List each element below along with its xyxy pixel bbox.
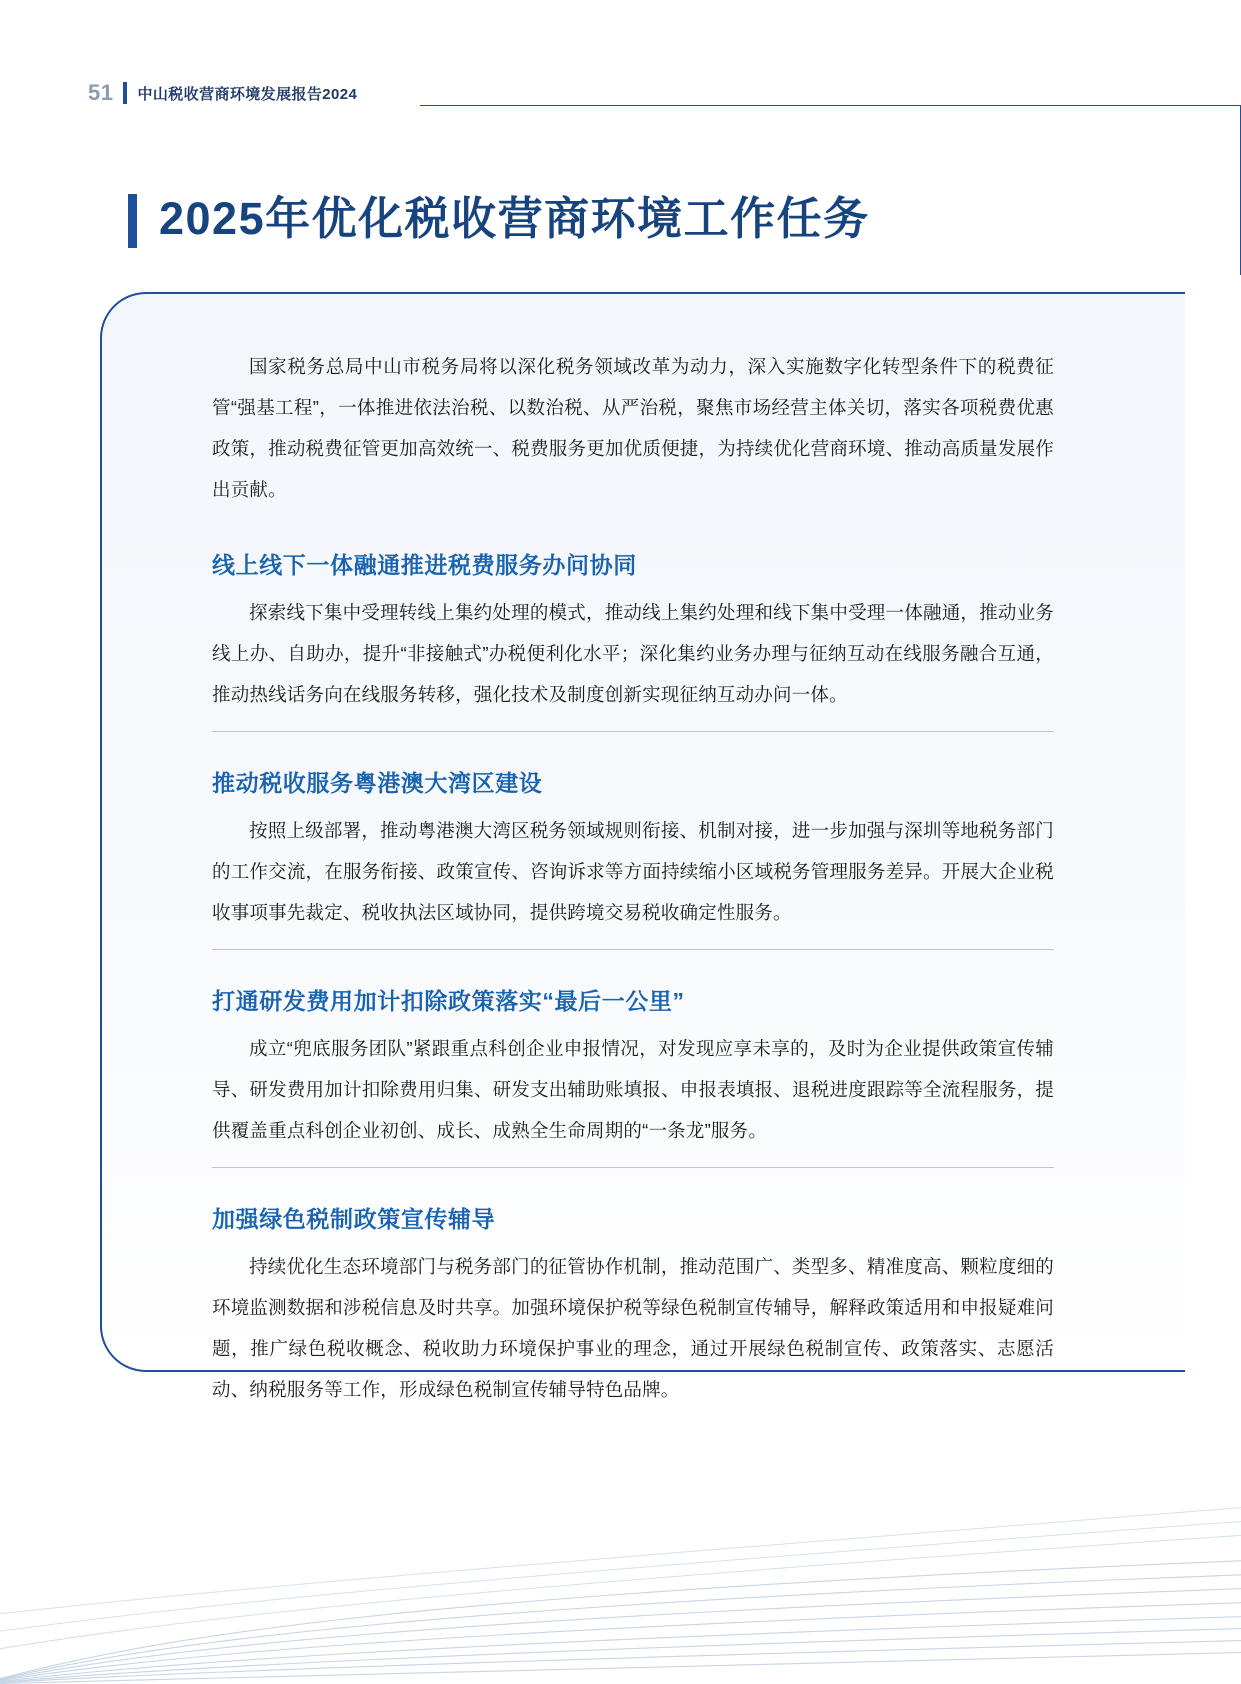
section-4-paragraph: 持续优化生态环境部门与税务部门的征管协作机制，推动范围广、类型多、精准度高、颗粒度细的环境监测数据和涉税信息及时共享。加强环境保护税等绿色税制宣传辅导，解释政策适用和申报疑难问题，推广绿色税收概念、税收助力环境保护事业的理念，通过开展绿色税制宣传、政策落实、志愿活动、纳税服务等工作，形成绿色税制宣传辅导特色品牌。 <box>212 1256 1054 1400</box>
section-2-heading: 推动税收服务粤港澳大湾区建设 <box>212 770 543 796</box>
section-3-paragraph: 成立“兜底服务团队”紧跟重点科创企业申报情况，对发现应享未享的，及时为企业提供政策宣传辅导、研发费用加计扣除费用归集、研发支出辅助账填报、申报表填报、退税进度跟踪等全流程服务，提供覆盖重点科创企业初创、成长、成熟全生命周期的“一条龙”服务。 <box>212 1038 1054 1141</box>
page-title: 2025年优化税收营商环境工作任务 <box>159 193 870 245</box>
section-1-heading: 线上线下一体融通推进税费服务办问协同 <box>212 552 637 578</box>
section-4-heading: 加强绿色税制政策宣传辅导 <box>212 1206 496 1232</box>
page-number: 51 <box>88 80 114 105</box>
chapter-heading <box>128 190 870 248</box>
section-3-heading: 打通研发费用加计扣除政策落实“最后一公里” <box>212 988 685 1014</box>
section-2-paragraph: 按照上级部署，推动粤港澳大湾区税务领域规则衔接、机制对接，进一步加强与深圳等地税务部门的工作交流，在服务衔接、政策宣传、咨询诉求等方面持续缩小区域税务管理服务差异。开展大企业税收事项事先裁定、税收执法区域协同，提供跨境交易税收确定性服务。 <box>212 820 1054 923</box>
section-2 <box>212 766 1054 950</box>
running-head <box>88 80 357 106</box>
running-head-divider <box>123 82 127 104</box>
section-1-paragraph: 探索线下集中受理转线上集约处理的模式，推动线上集约处理和线下集中受理一体融通，推动业务线上办、自助办，提升“非接触式”办税便利化水平；深化集约业务办理与征纳互动在线服务融合互通，推动热线话务向在线服务转移，强化技术及制度创新实现征纳互动办问一体。 <box>212 602 1054 705</box>
content-body <box>212 346 1054 1426</box>
decorative-wave-graphic <box>0 1384 1241 1684</box>
intro-paragraph: 国家税务总局中山市税务局将以深化税务领域改革为动力，深入实施数字化转型条件下的税费征管“强基工程”，一体推进依法治税、以数治税、从严治税，聚焦市场经营主体关切，落实各项税费优惠政策，推动税费征管更加高效统一、税费服务更加优质便捷，为持续优化营商环境、推动高质量发展作出贡献。 <box>212 356 1054 500</box>
chapter-accent-bar <box>128 194 137 248</box>
content-card <box>100 292 1185 1400</box>
section-4 <box>212 1202 1054 1426</box>
header-rule <box>420 105 1241 106</box>
section-1 <box>212 548 1054 732</box>
running-head-title: 中山税收营商环境发展报告2024 <box>137 85 358 103</box>
intro-block <box>212 346 1054 514</box>
section-3 <box>212 984 1054 1168</box>
